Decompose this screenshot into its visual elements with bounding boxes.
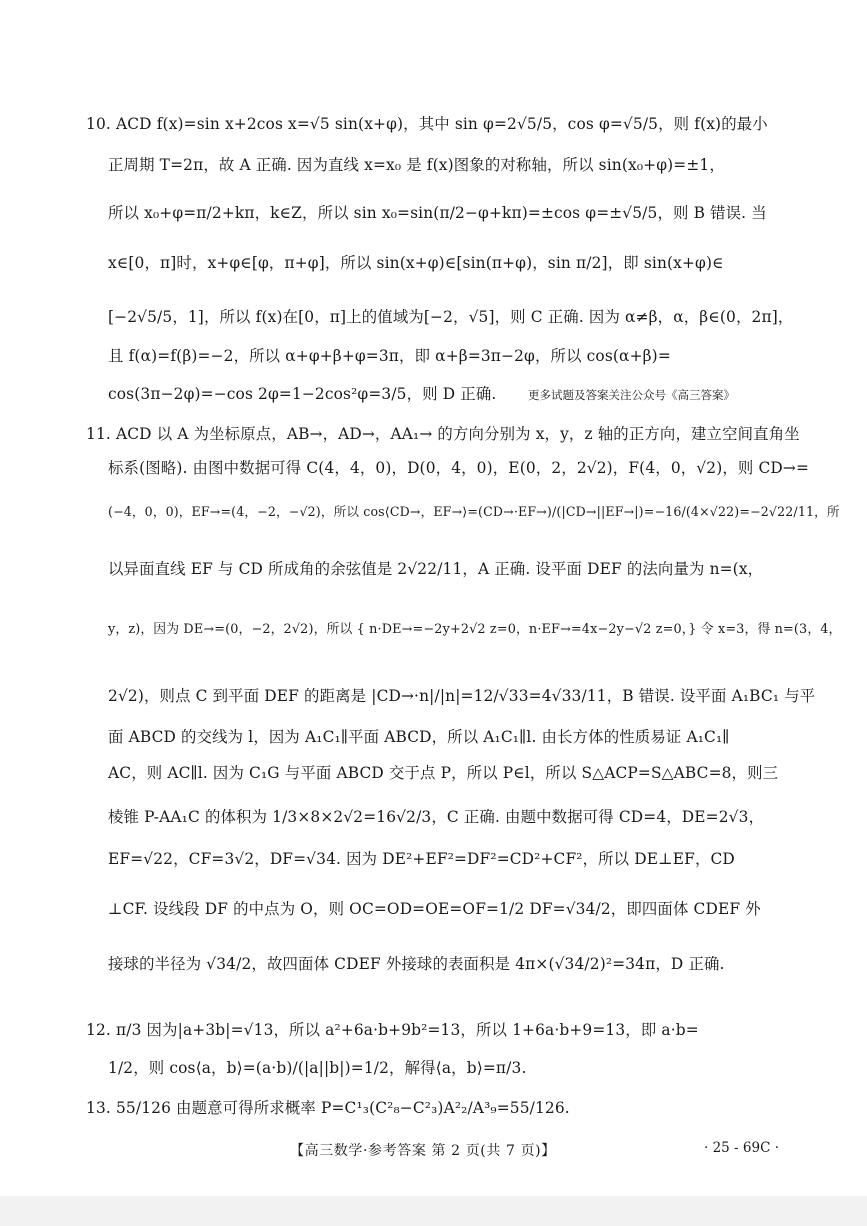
- answer-item-10: [86, 112, 798, 412]
- answer-line: 12. π/3 因为|a+3b|=√13，所以 a²+6a·b+9b²=13，所以 1+6a·b+9=13，即 a·b=: [86, 1021, 699, 1039]
- answer-line: 13. 55/126 由题意可得所求概率 P=C¹₃(C²₈−C²₃)A²₂/A³₉=55/126.: [86, 1099, 570, 1117]
- page-footer: [0, 1140, 867, 1164]
- answer-line: 棱锥 P-AA₁C 的体积为 1/3×8×2√2=16√2/3，C 正确. 由题中数据可得 CD=4，DE=2√3，: [108, 808, 765, 826]
- answer-item-11: [86, 422, 842, 982]
- footer-code: · 25 - 69C ·: [704, 1140, 779, 1156]
- answer-line: 11. ACD 以 A 为坐标原点，AB→，AD→，AA₁→ 的方向分别为 x，y，z 轴的正方向，建立空间直角坐: [86, 425, 800, 443]
- answer-line: 标系(图略). 由图中数据可得 C(4，4，0)，D(0，4，0)，E(0，2，2√2)，F(4，0，√2)，则 CD→=: [108, 459, 809, 477]
- answer-line: 1/2，则 cos⟨a，b⟩=(a·b)/(|a||b|)=1/2，解得⟨a，b⟩=π/3.: [108, 1059, 527, 1077]
- footer-page-info: 【高三数学·参考答案 第 2 页(共 7 页)】: [290, 1143, 556, 1159]
- answer-line: AC，则 AC∥l. 因为 C₁G 与平面 ABCD 交于点 P，所以 P∈l，所以 S△ACP=S△ABC=8，则三: [108, 764, 779, 782]
- answer-line: ⊥CF. 设线段 DF 的中点为 O，则 OC=OD=OE=OF=1/2 DF=√34/2，即四面体 CDEF 外: [108, 900, 761, 918]
- answer-line: 以异面直线 EF 与 CD 所成角的余弦值是 2√22/11，A 正确. 设平面 DEF 的法向量为 n=(x，: [108, 560, 764, 578]
- bottom-margin-strip: [0, 1196, 867, 1226]
- answer-line: EF=√22，CF=3√2，DF=√34. 因为 DE²+EF²=DF²=CD²+CF²，所以 DE⊥EF，CD: [108, 850, 735, 868]
- answer-line: (−4，0，0)，EF→=(4，−2，−√2)，所以 cos⟨CD→，EF→⟩=(CD→·EF→)/(|CD→||EF→|)=−16/(4×√22)=−2√22/11，所: [108, 504, 840, 519]
- answer-line: 面 ABCD 的交线为 l，因为 A₁C₁∥平面 ABCD，所以 A₁C₁∥l. 由长方体的性质易证 A₁C₁∥: [108, 728, 730, 746]
- answer-line: 2√2)，则点 C 到平面 DEF 的距离是 |CD→·n|/|n|=12/√33=4√33/11，B 错误. 设平面 A₁BC₁ 与平: [108, 687, 816, 705]
- answer-line: [−2√5/5，1]，所以 f(x)在[0，π]上的值域为[−2，√5]，则 C 正确. 因为 α≠β，α，β∈(0，2π]，: [108, 308, 794, 326]
- answer-line: 正周期 T=2π，故 A 正确. 因为直线 x=x₀ 是 f(x)图象的对称轴，所以 sin(x₀+φ)=±1，: [108, 156, 725, 174]
- answer-line: 接球的半径为 √34/2，故四面体 CDEF 外接球的表面积是 4π×(√34/2)²=34π，D 正确.: [108, 955, 725, 973]
- answer-line: 10. ACD f(x)=sin x+2cos x=√5 sin(x+φ)，其中 sin φ=2√5/5，cos φ=√5/5，则 f(x)的最小: [86, 115, 768, 133]
- answer-line: cos(3π−2φ)=−cos 2φ=1−2cos²φ=3/5，则 D 正确.: [108, 385, 497, 403]
- answer-item-12: [86, 1018, 798, 1078]
- answer-line: 且 f(α)=f(β)=−2，所以 α+φ+β+φ=3π，即 α+β=3π−2φ，所以 cos(α+β)=: [108, 347, 671, 365]
- answer-line: y，z)，因为 DE→=(0，−2，2√2)，所以 { n·DE→=−2y+2√2 z=0，n·EF→=4x−2y−√2 z=0，} 令 x=3，得 n=(3，4，: [108, 622, 842, 637]
- answer-line: 所以 x₀+φ=π/2+kπ，k∈Z，所以 sin x₀=sin(π/2−φ+kπ)=±cos φ=±√5/5，则 B 错误. 当: [108, 204, 767, 222]
- answer-line: x∈[0，π]时，x+φ∈[φ，π+φ]，所以 sin(x+φ)∈[sin(π+φ)，sin π/2]，即 sin(x+φ)∈: [108, 254, 724, 272]
- promo-note: 更多试题及答案关注公众号《高三答案》: [528, 388, 735, 402]
- answer-item-13: [86, 1096, 798, 1126]
